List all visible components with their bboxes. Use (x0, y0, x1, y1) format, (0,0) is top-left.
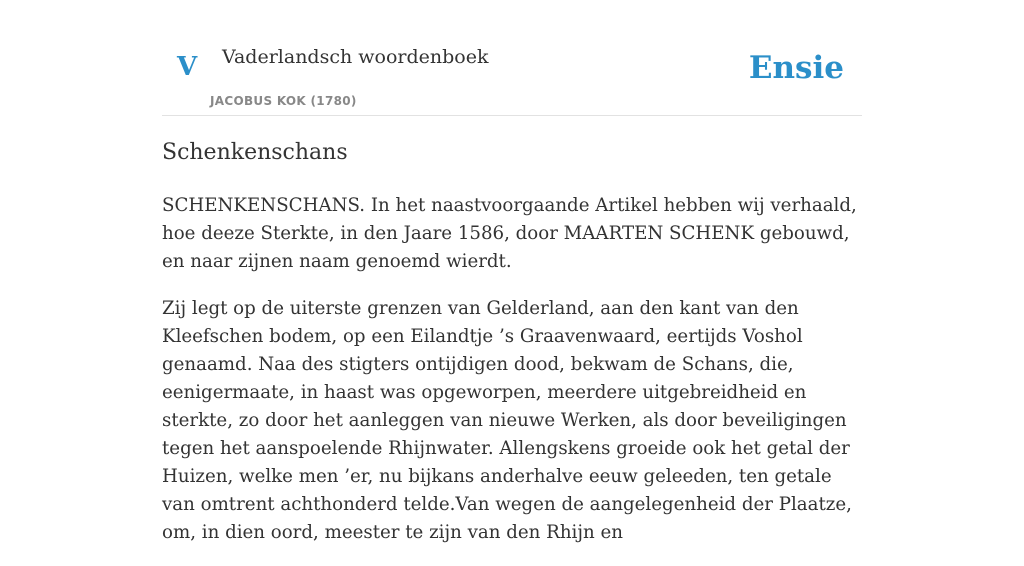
article-title: Schenkenschans (162, 140, 348, 165)
header (162, 0, 862, 116)
book-author: JACOBUS KOK (1780) (210, 94, 357, 108)
book-letter-icon[interactable]: V (177, 52, 198, 82)
article-paragraph-1: SCHENKENSCHANS. In het naastvoorgaande Artikel hebben wij verhaald, hoe deeze Sterkte, in den Jaare 1586, door MAARTEN SCHENK gebouwd, en naar zijnen naam genoemd wierdt. (162, 195, 857, 272)
article-paragraph-2: Zij legt op de uiterste grenzen van Gelderland, aan den kant van den Kleefschen bodem, op een Eilandtje ’s Graavenwaard, eertijds Voshol genaamd. Naa des stigters ontijdigen dood, bekwam de Schans, die, eenigermaate, in haast was opgeworpen, meerdere uitgebreidheid en sterkte, zo door het aanleggen van nieuwe Werken, als door beveiligingen tegen het aanspoelende Rhijnwater. Allengskens groeide ook het getal der Huizen, welke men ’er, nu bijkans anderhalve eeuw geleeden, ten getale van omtrent achthonderd telde.Van wegen de aangelegenheid der Plaatze, om, in dien oord, meester te zijn van den Rhijn en (162, 298, 852, 543)
page (162, 0, 862, 543)
book-title[interactable]: Vaderlandsch woordenboek (222, 46, 489, 68)
ensie-logo[interactable]: Ensie (748, 50, 844, 86)
article-body (162, 192, 862, 566)
